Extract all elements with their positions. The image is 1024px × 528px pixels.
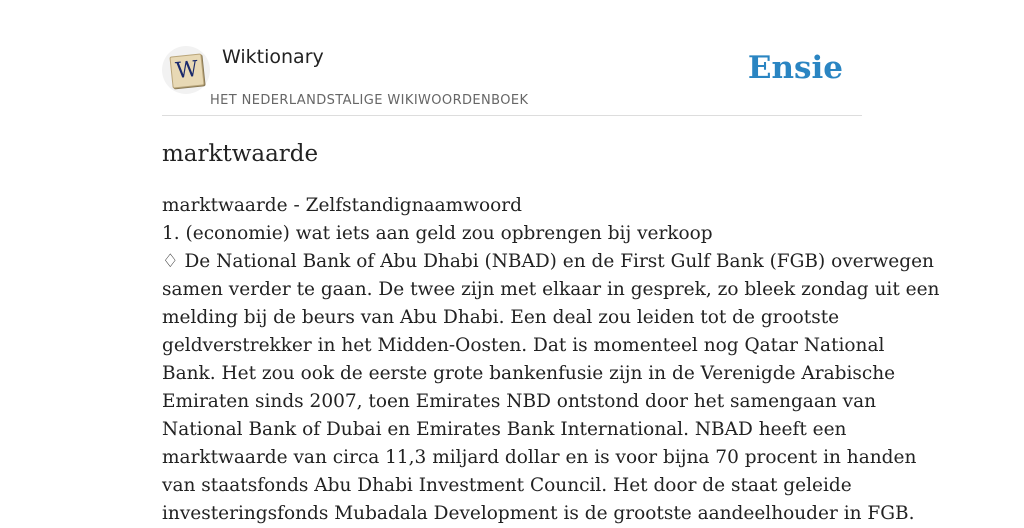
example-line: samen verder te gaan. De twee zijn met elkaar in gesprek, zo bleek zondag uit een <box>162 279 940 300</box>
wiktionary-w-tile-icon: W <box>169 53 204 88</box>
example-line: van staatsfonds Abu Dhabi Investment Council. Het door de staat geleide <box>162 475 852 496</box>
entry-heading-line: marktwaarde - Zelfstandignaamwoord <box>162 195 522 216</box>
example-line: investeringsfonds Mubadala Development is de grootste aandeelhouder in FGB. <box>162 503 915 524</box>
example-line: Bank. Het zou ook de eerste grote bankenfusie zijn in de Verenigde Arabische <box>162 363 896 384</box>
example-line: ♢ De National Bank of Abu Dhabi (NBAD) en de First Gulf Bank (FGB) overwegen <box>162 251 934 272</box>
page-title: marktwaarde <box>162 141 319 167</box>
example-line: marktwaarde van circa 11,3 miljard dollar en is voor bijna 70 procent in handen <box>162 447 917 468</box>
example-line: National Bank of Dubai en Emirates Bank International. NBAD heeft een <box>162 419 847 440</box>
example-line: Emiraten sinds 2007, toen Emirates NBD ontstond door het samengaan van <box>162 391 877 412</box>
site-tagline: HET NEDERLANDSTALIGE WIKIWOORDENBOEK <box>210 93 529 108</box>
example-line: geldverstrekker in het Midden-Oosten. Dat is momenteel nog Qatar National <box>162 335 885 356</box>
wiktionary-logo[interactable] <box>162 46 210 94</box>
entry-body <box>162 192 940 528</box>
header-divider <box>162 115 862 116</box>
ensie-brand-logo[interactable]: Ensie <box>747 50 843 86</box>
site-name[interactable]: Wiktionary <box>222 46 324 68</box>
entry-definition: 1. (economie) wat iets aan geld zou opbrengen bij verkoop <box>162 223 713 244</box>
example-line: melding bij de beurs van Abu Dhabi. Een deal zou leiden tot de grootste <box>162 307 840 328</box>
